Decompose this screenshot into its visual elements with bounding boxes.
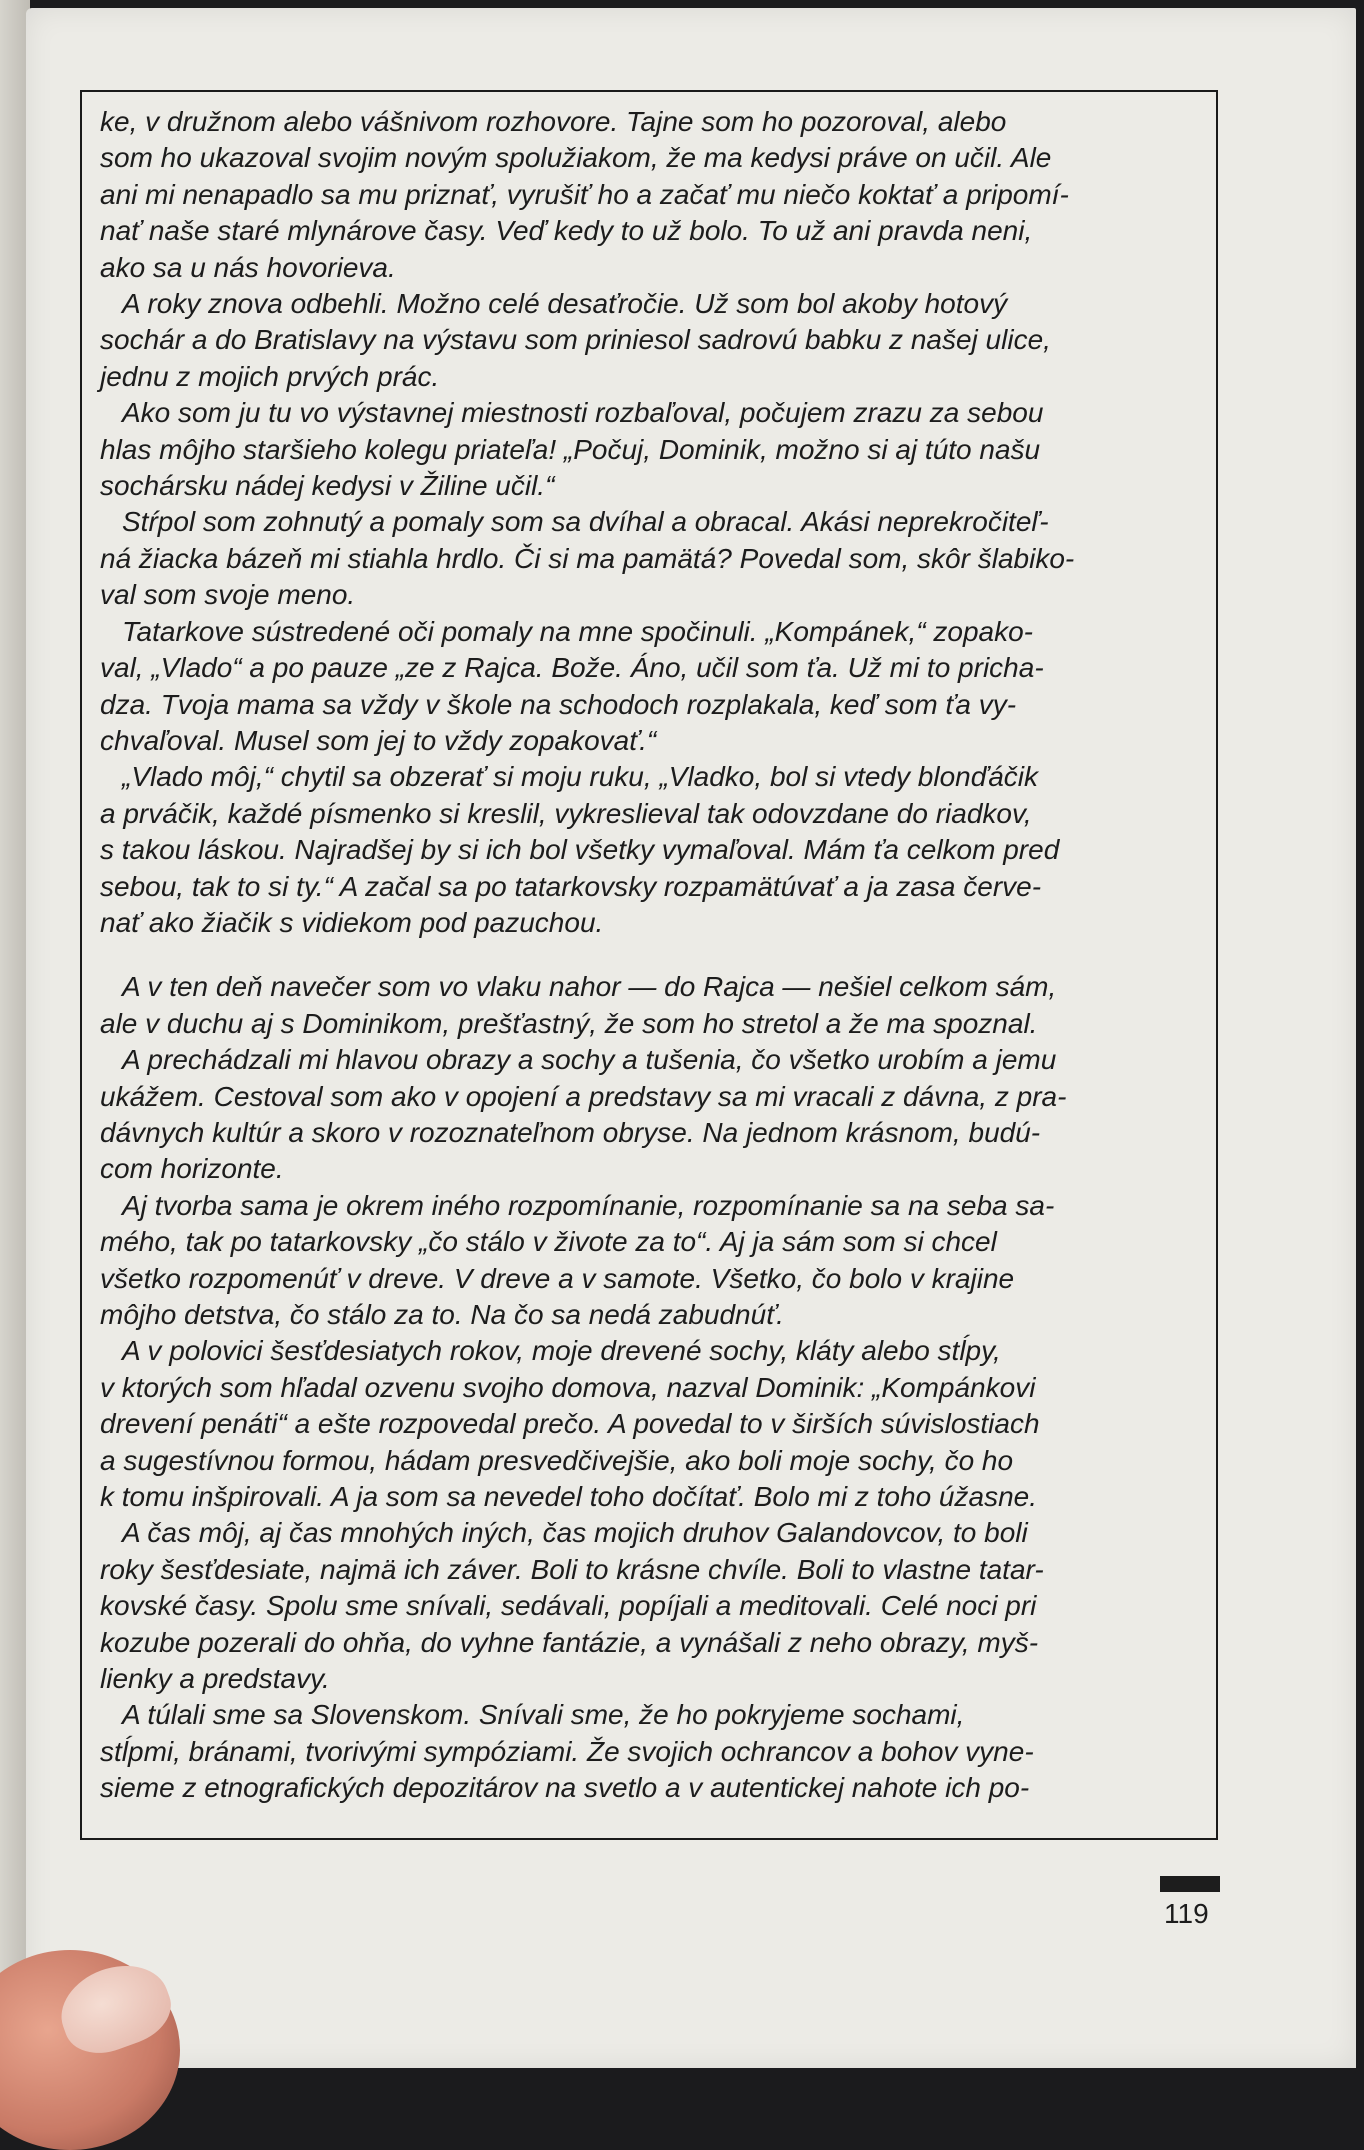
text-line: A v polovici šesťdesiatych rokov, moje drevené sochy, kláty alebo stĺpy,	[122, 1335, 1001, 1367]
text-line: dávnych kultúr a skoro v rozoznateľnom obryse. Na jednom krásnom, budú-	[100, 1116, 1041, 1148]
text-line: som ho ukazoval svojim novým spolužiakom, že ma kedysi práve on učil. Ale	[100, 142, 1052, 174]
text-line: A čas môj, aj čas mnohých iných, čas mojich druhov Galandovcov, to boli	[122, 1517, 1028, 1549]
page-text	[100, 104, 1180, 1807]
text-line: Ako som ju tu vo výstavnej miestnosti rozbaľoval, počujem zrazu za sebou	[122, 397, 1044, 429]
paragraph	[100, 286, 1180, 395]
text-line: A túlali sme sa Slovenskom. Snívali sme, že ho pokryjeme sochami,	[122, 1699, 965, 1731]
text-line: A v ten deň navečer som vo vlaku nahor — do Rajca — nešiel celkom sám,	[122, 971, 1057, 1003]
paragraph	[100, 1515, 1180, 1697]
text-line: Stŕpol som zohnutý a pomaly som sa dvíhal a obracal. Akási neprekročiteľ-	[122, 506, 1049, 538]
paragraph	[100, 395, 1180, 504]
paragraph	[100, 504, 1180, 613]
text-line: sebou, tak to si ty.“ A začal sa po tatarkovsky rozpamätúvať a ja zasa červe-	[100, 870, 1042, 902]
text-line: com horizonte.	[100, 1153, 284, 1185]
text-line: ná žiacka bázeň mi stiahla hrdlo. Či si ma pamätá? Povedal som, skôr šlabiko-	[100, 542, 1075, 574]
text-line: a prváčik, každé písmenko si kreslil, vykreslieval tak odovzdane do riadkov,	[100, 797, 1032, 829]
text-line: A roky znova odbehli. Možno celé desaťročie. Už som bol akoby hotový	[122, 288, 1008, 320]
paragraph	[100, 614, 1180, 760]
text-line: roky šesťdesiate, najmä ich záver. Boli to krásne chvíle. Boli to vlastne tatar-	[100, 1553, 1044, 1585]
paragraph	[100, 1188, 1180, 1334]
text-line: hlas môjho staršieho kolegu priateľa! „Počuj, Dominik, možno si aj túto našu	[100, 433, 1041, 465]
section-gap	[100, 941, 1180, 969]
paragraph	[100, 1333, 1180, 1515]
text-line: v ktorých som hľadal ozvenu svojho domova, nazval Dominik: „Kompánkovi	[100, 1371, 1036, 1403]
paragraph	[100, 969, 1180, 1042]
paragraph	[100, 1697, 1180, 1806]
page-number: 119	[1164, 1898, 1209, 1929]
paragraph	[100, 759, 1180, 941]
text-line: sieme z etnografických depozitárov na svetlo a v autentickej nahote ich po-	[100, 1772, 1030, 1804]
text-line: chvaľoval. Musel som jej to vždy zopakovať.“	[100, 724, 657, 756]
text-line: dza. Tvoja mama sa vždy v škole na schodoch rozplakala, keď som ťa vy-	[100, 688, 1017, 720]
text-line: sochársku nádej kedysi v Žiline učil.“	[100, 470, 555, 502]
text-line: Tatarkove sústredené oči pomaly na mne spočinuli. „Kompánek,“ zopako-	[122, 615, 1033, 647]
text-line: nať ako žiačik s vidiekom pod pazuchou.	[100, 906, 604, 938]
text-line: Aj tvorba sama je okrem iného rozpomínanie, rozpomínanie sa na seba sa-	[122, 1189, 1055, 1221]
text-line: drevení penáti“ a ešte rozpovedal prečo. A povedal to v širších súvislostiach	[100, 1408, 1040, 1440]
text-line: A prechádzali mi hlavou obrazy a sochy a tušenia, čo všetko urobím a jemu	[122, 1044, 1057, 1076]
text-line: môjho detstva, čo stálo za to. Na čo sa nedá zabudnúť.	[100, 1299, 784, 1330]
text-line: ale v duchu aj s Dominikom, prešťastný, že som ho stretol a že ma spoznal.	[100, 1007, 1038, 1039]
text-line: s takou láskou. Najradšej by si ich bol všetky vymaľoval. Mám ťa celkom pred	[100, 834, 1060, 866]
text-line: kovské časy. Spolu sme snívali, sedávali, popíjali a meditovali. Celé noci pri	[100, 1590, 1037, 1622]
text-line: ani mi nenapadlo sa mu priznať, vyrušiť ho a začať mu niečo koktať a pripomí-	[100, 178, 1069, 210]
text-line: stĺpmi, bránami, tvorivými sympóziami. Že svojich ochrancov a bohov vyne-	[100, 1735, 1034, 1767]
page-number-bar	[1160, 1876, 1220, 1892]
text-line: lienky a predstavy.	[100, 1663, 330, 1695]
text-line: k tomu inšpirovali. A ja som sa nevedel toho dočítať. Bolo mi z toho úžasne.	[100, 1481, 1037, 1513]
text-line: val som svoje meno.	[100, 579, 356, 611]
text-line: sochár a do Bratislavy na výstavu som priniesol sadrovú babku z našej ulice,	[100, 324, 1051, 356]
text-line: ako sa u nás hovorieva.	[100, 251, 396, 283]
text-line: val, „Vlado“ a po pauze „ze z Rajca. Bože. Áno, učil som ťa. Už mi to pricha-	[100, 652, 1044, 684]
text-line: ukážem. Cestoval som ako v opojení a predstavy sa mi vracali z dávna, z pra-	[100, 1080, 1067, 1112]
text-line: mého, tak po tatarkovsky „čo stálo v živote za to“. Aj ja sám som si chcel	[100, 1226, 997, 1258]
paragraph	[100, 1042, 1180, 1188]
paragraph	[100, 104, 1180, 286]
text-line: kozube pozerali do ohňa, do vyhne fantázie, a vynášali z neho obrazy, myš-	[100, 1626, 1039, 1658]
text-line: „Vlado môj,“ chytil sa obzerať si moju ruku, „Vladko, bol si vtedy blonďáčik	[122, 761, 1039, 793]
text-line: jednu z mojich prvých prác.	[100, 360, 440, 392]
text-line: nať naše staré mlynárove časy. Veď kedy to už bolo. To už ani pravda neni,	[100, 215, 1033, 247]
text-line: všetko rozpomenúť v dreve. V dreve a v samote. Všetko, čo bolo v krajine	[100, 1262, 1015, 1294]
text-line: ke, v družnom alebo vášnivom rozhovore. Tajne som ho pozoroval, alebo	[100, 106, 1007, 137]
text-line: a sugestívnou formou, hádam presvedčivejšie, ako boli moje sochy, čo ho	[100, 1444, 1014, 1476]
